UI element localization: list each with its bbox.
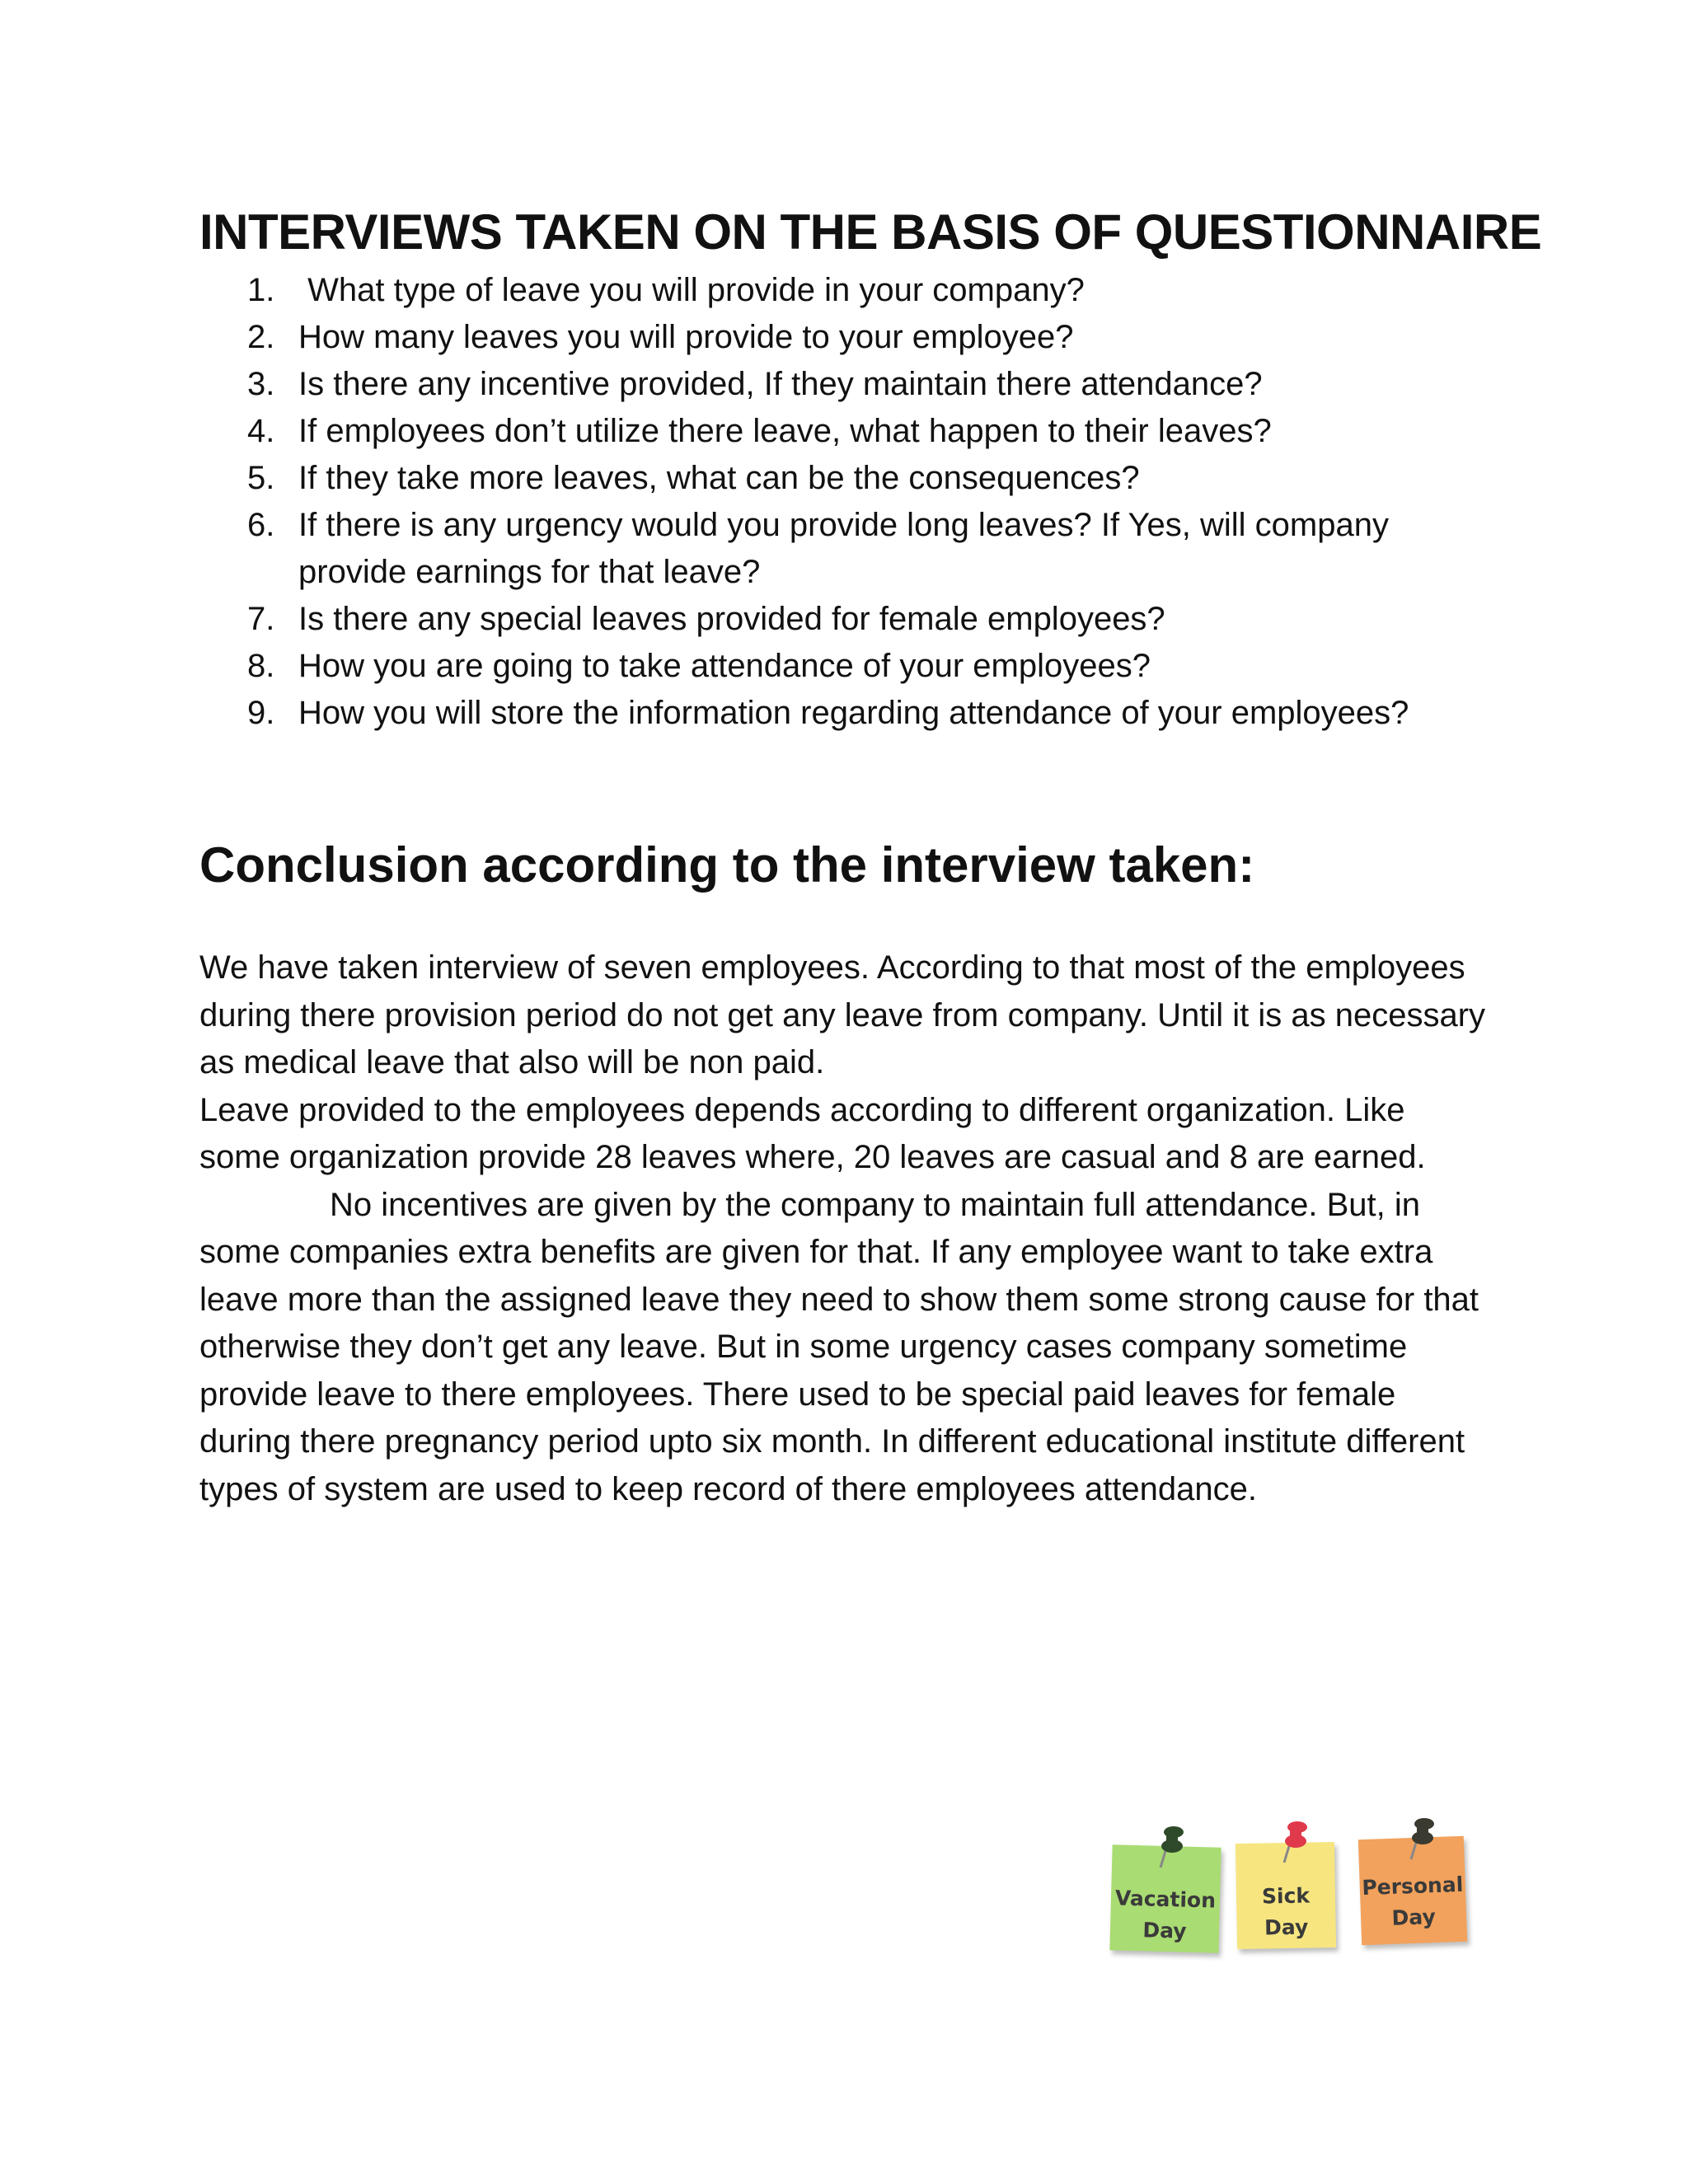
list-item-number: 2. <box>247 319 275 355</box>
conclusion-paragraph: Leave provided to the employees depends according to different organization. Like some organization provide 28 leaves where, 20 leaves are casual and 8 are earned. <box>199 1091 1426 1175</box>
question-list <box>199 267 1489 737</box>
list-item-number: 6. <box>247 507 275 543</box>
list-item-number: 3. <box>247 366 275 402</box>
list-item <box>199 690 1489 737</box>
list-item <box>199 408 1489 455</box>
list-item-text: How you are going to take attendance of your employees? <box>298 648 1151 684</box>
pushpin-icon <box>1401 1815 1442 1864</box>
sticky-note-label: Sick <box>1261 1883 1311 1909</box>
list-item-number: 4. <box>247 413 275 449</box>
sticky-note-label: Vacation <box>1114 1886 1217 1913</box>
list-item <box>199 267 1489 314</box>
sticky-note-label: Day <box>1391 1905 1437 1930</box>
list-item-text: What type of leave you will provide in your company? <box>298 272 1085 308</box>
list-item-number: 5. <box>247 460 275 496</box>
page-title: INTERVIEWS TAKEN ON THE BASIS OF QUESTIONNAIRE <box>199 204 1542 260</box>
sticky-note-label: Day <box>1264 1915 1309 1940</box>
conclusion-heading: Conclusion according to the interview taken: <box>199 837 1255 893</box>
list-item-text: How many leaves you will provide to your employee? <box>298 319 1074 355</box>
list-item <box>199 361 1489 408</box>
list-item <box>199 596 1489 643</box>
conclusion-body <box>199 944 1493 1513</box>
list-item <box>199 314 1489 361</box>
list-item-number: 8. <box>247 648 275 684</box>
conclusion-paragraph: We have taken interview of seven employees. According to that most of the employees during there provision period do not get any leave from company. Until it is as necessary as medical leave that also will be non paid. <box>199 949 1486 1080</box>
pushpin-icon <box>1274 1818 1315 1868</box>
pushpin-icon <box>1151 1823 1192 1872</box>
sticky-note-label: Day <box>1142 1918 1187 1943</box>
list-item-number: 7. <box>247 601 275 637</box>
list-item-text: Is there any incentive provided, If they maintain there attendance? <box>298 366 1263 402</box>
list-item-text: If employees don’t utilize there leave, what happen to their leaves? <box>298 413 1272 449</box>
list-item-text: How you will store the information regarding attendance of your employees? <box>298 695 1409 731</box>
sticky-notes-illustration <box>1103 1813 1482 1961</box>
list-item-text: Is there any special leaves provided for female employees? <box>298 601 1165 637</box>
list-item-text: If there is any urgency would you provide long leaves? If Yes, will company provide earnings for that leave? <box>298 507 1389 590</box>
sticky-note-label: Personal <box>1361 1872 1464 1900</box>
list-item <box>199 455 1489 502</box>
list-item-number: 9. <box>247 695 275 731</box>
list-item-text: If they take more leaves, what can be the consequences? <box>298 460 1140 496</box>
list-item <box>199 643 1489 690</box>
list-item-number: 1. <box>247 272 275 308</box>
conclusion-paragraph: No incentives are given by the company to maintain full attendance. But, in some companies extra benefits are given for that. If any employee want to take extra leave more than the assigned leave they need to show them some strong cause for that otherwise they don’t get any leave. But in some urgency cases company sometime provide leave to there employees. There used to be special paid leaves for female during there pregnancy period upto six month. In different educational institute different types of system are used to keep record of there employees attendance. <box>199 1186 1479 1507</box>
list-item <box>199 502 1489 596</box>
